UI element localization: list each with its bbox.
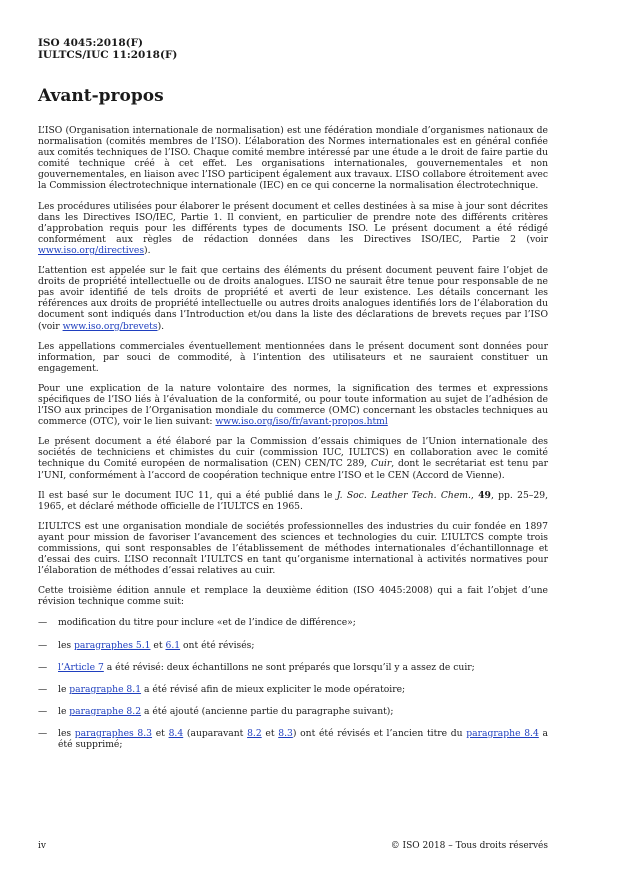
link-paragraph-5-1[interactable]: paragraphes 5.1 [74, 639, 151, 651]
paragraph-procedures: Les procédures utilisées pour élaborer le présent document et celles destinées à sa mise à jour sont décrites dans les Directives ISO/IEC, Partie 1. Il convient, en particulier de prendre note des différents critères d’approbation requis pour les différents types de documents ISO. Le présent document a été rédigé conformément aux règles de rédaction données dans les Directives ISO/IEC, Partie 2 (voir www.iso.org/directives). [38, 200, 548, 256]
link-8-2[interactable]: 8.2 [247, 727, 262, 739]
paragraph-trade-names: Les appellations commerciales éventuellement mentionnées dans le présent document sont données pour information, par souci de commodité, à l’intention des utilisateurs et ne sauraient constituer un engagement. [38, 340, 548, 374]
foreword-link[interactable]: www.iso.org/iso/fr/avant-propos.html [215, 416, 388, 428]
page-number: iv [38, 841, 46, 851]
paragraph-iultcs: L’IULTCS est une organisation mondiale de sociétés professionnelles des industries du cuir fondée en 1897 ayant pour mission de favoriser l’avancement des sciences et technologies du cuir. L’IULTCS compte trois commissions, qui sont responsables de l’établissement de méthodes internationales d’échantillonnage et d’essai des cuirs. L’ISO reconnaît l’IULTCS en tant qu’organisme international à activités normatives pour l’élaboration de méthodes d’essai relatives au cuir. [38, 520, 548, 577]
volume-number: 49 [478, 489, 491, 501]
iultcs-id: IULTCS/IUC 11:2018(F) [38, 49, 178, 61]
directives-link[interactable]: www.iso.org/directives [38, 244, 145, 256]
dash-bullet: — [38, 705, 48, 717]
dash-bullet: — [38, 683, 48, 695]
list-item: — le paragraphe 8.2 a été ajouté (ancienne partie du paragraphe suivant); [38, 705, 394, 717]
dash-bullet: — [38, 661, 48, 673]
list-item: — les paragraphes 5.1 et 6.1 ont été révisés; [38, 639, 255, 651]
section-title: Avant-propos [38, 86, 164, 106]
document-body [38, 125, 548, 761]
paragraph-voluntary: Pour une explication de la nature volontaire des normes, la signification des termes et expressions spécifiques de l’ISO liés à l’évaluation de la conformité, ou pour toute information au sujet de l’adhésion de l’ISO aux principes de l’Organisation mondiale du commerce (OMC) concernant les obstacles techniques au commerce (OTC), voir le lien suivant: www.iso.org/iso/fr/avant-propos.html [38, 382, 548, 428]
paragraph-patents: L’attention est appelée sur le fait que certains des éléments du présent document peuvent faire l’objet de droits de propriété intellectuelle ou de droits analogues. L’ISO ne saurait être tenue pour responsable de ne pas avoir identifié de tels droits de propriété et averti de leur existence. Les détails concernant les références aux droits de propriété intellectuelle ou autres droits analogues identifiés lors de l’élaboration du document sont indiqués dans l’Introduction et/ou dans la liste des déclarations de brevets reçues par l’ISO (voir www.iso.org/brevets). [38, 265, 548, 332]
paragraph-commission: Le présent document a été élaboré par la Commission d’essais chimiques de l’Union internationale des sociétés de techniciens et chimistes du cuir (commission IUC, IULTCS) en collaboration avec le comité technique du Comité européen de normalisation (CEN) CEN/TC 289, Cuir, dont le secrétariat est tenu par l’UNI, conformément à l’accord de coopération technique entre l’ISO et le CEN (Accord de Vienne). [38, 436, 548, 481]
dash-bullet: — [38, 617, 48, 629]
paragraph-edition: Cette troisième édition annule et remplace la deuxième édition (ISO 4045:2008) qui a fait l’objet d’une révision technique comme suit: [38, 585, 548, 608]
document-header [38, 37, 177, 61]
list-item: — le paragraphe 8.1 a été révisé afin de mieux expliciter le mode opératoire; [38, 683, 406, 695]
dash-bullet: — [38, 727, 48, 739]
patents-link[interactable]: www.iso.org/brevets [62, 320, 158, 332]
copyright-notice: © ISO 2018 – Tous droits réservés [390, 841, 548, 851]
dash-bullet: — [38, 639, 48, 651]
paragraph-iso: L’ISO (Organisation internationale de normalisation) est une fédération mondiale d’organismes nationaux de normalisation (comités membres de l’ISO). L’élaboration des Normes internationales est en général confiée aux comités techniques de l’ISO. Chaque comité membre intéressé par une étude a le droit de faire partie du comité technique créé à cet effet. Les organisations internationales, gouvernementales et non gouvernementales, en liaison avec l’ISO participent également aux travaux. L’ISO collabore étroitement avec la Commission électrotechnique internationale (IEC) en ce qui concerne la normalisation électrotechnique. [38, 125, 548, 192]
journal-name: J. Soc. Leather Tech. Chem. [336, 489, 471, 501]
link-paragraph-8-2[interactable]: paragraphe 8.2 [69, 705, 142, 717]
link-paragraph-8-1[interactable]: paragraphe 8.1 [69, 683, 142, 695]
page-footer [38, 841, 548, 852]
paragraph-iuc11: Il est basé sur le document IUC 11, qui a été publié dans le J. Soc. Leather Tech. Chem., 49, pp. 25–29, 1965, et déclaré méthode officielle de l’IULTCS en 1965. [38, 489, 549, 512]
link-paragraphs-8-3[interactable]: paragraphes 8.3 [74, 727, 153, 739]
link-paragraph-6-1[interactable]: 6.1 [165, 639, 181, 651]
standard-id: ISO 4045:2018(F) [38, 37, 144, 49]
link-8-3[interactable]: 8.3 [278, 727, 293, 739]
link-paragraph-8-4[interactable]: paragraphe 8.4 [466, 727, 539, 739]
list-item: — l’Article 7 a été révisé: deux échantillons ne sont préparés que lorsqu’il y a assez de cuir; [38, 661, 475, 673]
list-item: — modification du titre pour inclure «et de l’indice de différence»; [38, 617, 356, 629]
link-article-7[interactable]: l’Article 7 [58, 661, 104, 673]
list-item: — les paragraphes 8.3 et 8.4 (auparavant 8.2 et 8.3) ont été révisés et l’ancien titre du paragraphe 8.4 a été supprimé; [38, 727, 548, 751]
link-8-4[interactable]: 8.4 [168, 727, 184, 739]
